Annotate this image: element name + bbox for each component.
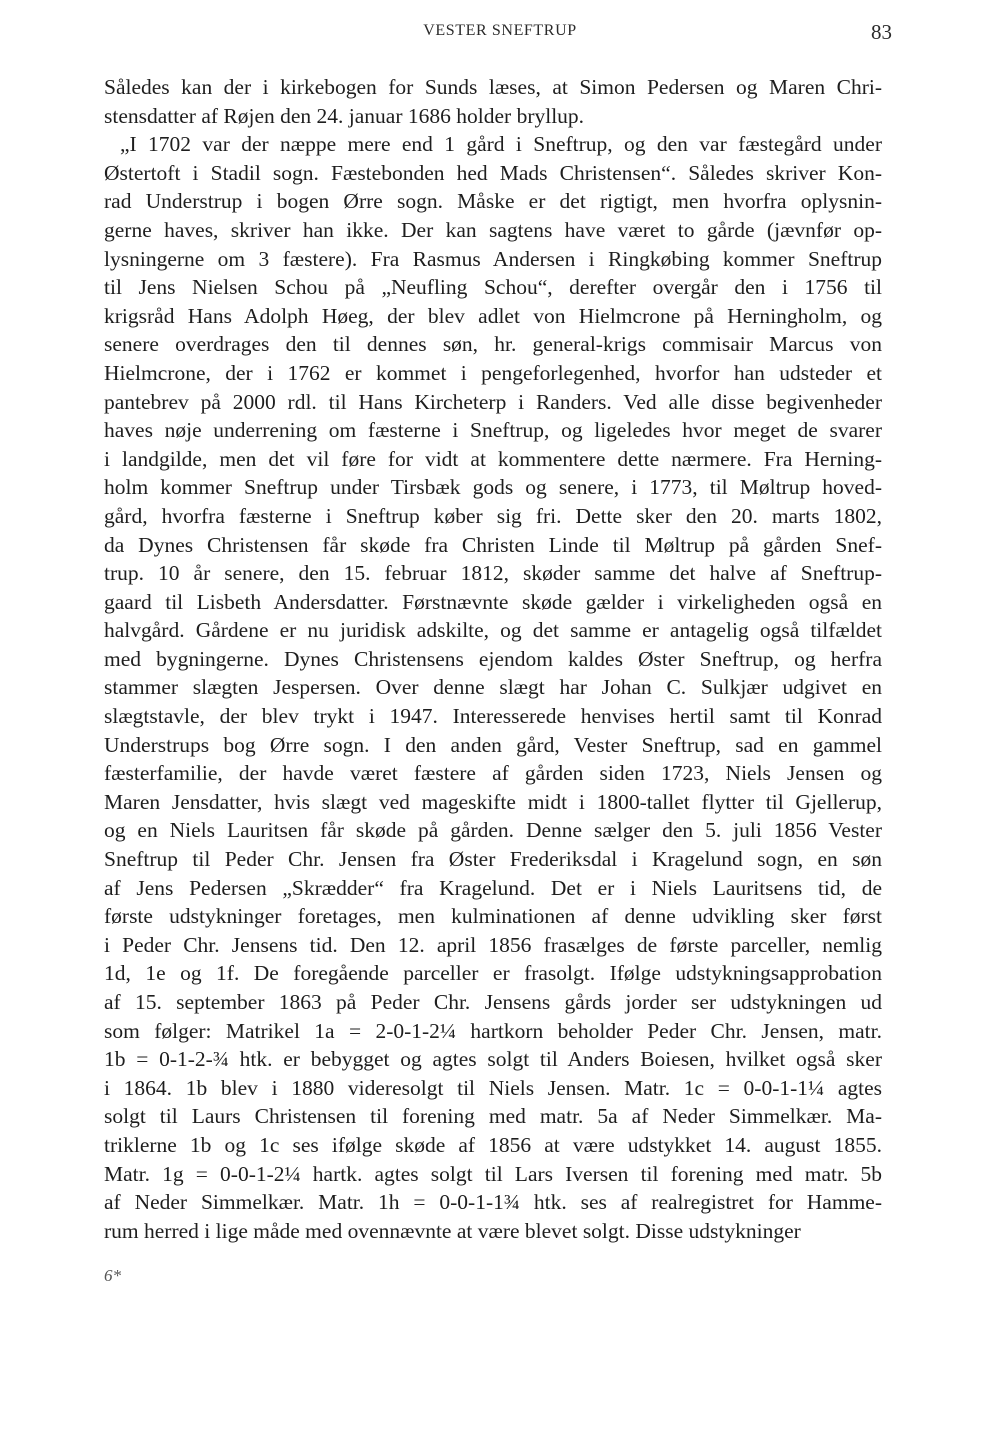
text-line: første udstykninger foretages, men kulminationen af denne udvikling sker først bbox=[104, 904, 882, 929]
text-line: haves nøje underrening om fæsterne i Sneftrup, og ligeledes hvor meget de svarer bbox=[104, 418, 882, 443]
page-number: 83 bbox=[871, 20, 892, 44]
text-line: Hielmcrone, der i 1762 er kommet i pengeforlegenhed, hvorfor han udsteder et bbox=[104, 360, 882, 385]
text-line: som følger: Matrikel 1a = 2-0-1-2¼ hartkorn beholder Peder Chr. Jensen, matr. bbox=[104, 1018, 882, 1043]
text-line: til Jens Nielsen Schou på „Neufling Schou“, derefter overgår den i 1756 til bbox=[104, 275, 882, 300]
text-line: Sneftrup til Peder Chr. Jensen fra Øster Frederiksdal i Kragelund sogn, en søn bbox=[104, 847, 882, 872]
text-line: krigsråd Hans Adolph Høeg, der blev adlet von Hielmcrone på Herningholm, og bbox=[104, 303, 882, 328]
body-text bbox=[104, 73, 882, 1245]
text-line: da Dynes Christensen får skøde fra Christen Linde til Møltrup på gården Snef- bbox=[104, 532, 882, 557]
text-line: Matr. 1g = 0-0-1-2¼ hartk. agtes solgt til Lars Iversen til forening med matr. 5b bbox=[104, 1161, 882, 1186]
text-line: rum herred i lige måde med ovennævnte at være blevet solgt. Disse udstykninger bbox=[104, 1218, 801, 1243]
text-line: triklerne 1b og 1c ses ifølge skøde af 1856 at være udstykket 14. august 1855. bbox=[104, 1132, 882, 1157]
text-line: stensdatter af Røjen den 24. januar 1686 holder bryllup. bbox=[104, 103, 585, 128]
text-line: Således kan der i kirkebogen for Sunds læses, at Simon Pedersen og Maren Chri- bbox=[104, 75, 882, 99]
text-line: trup. 10 år senere, den 15. februar 1812, skøder samme det halve af Sneftrup- bbox=[104, 561, 882, 586]
text-line: holm kommer Sneftrup under Tirsbæk gods og senere, i 1773, til Møltrup hoved- bbox=[104, 475, 882, 500]
text-line: af 15. september 1863 på Peder Chr. Jensens gårds jorder ser udstykningen ud bbox=[104, 990, 882, 1014]
text-line: lysningerne om 3 fæstere). Fra Rasmus Andersen i Ringkøbing kommer Sneftrup bbox=[104, 246, 882, 271]
text-line: halvgård. Gårdene er nu juridisk adskilte, og det samme er antagelig også tilfældet bbox=[104, 618, 882, 643]
text-line: stammer slægten Jespersen. Over denne slægt har Johan C. Sulkjær udgivet en bbox=[104, 675, 882, 700]
text-line: rad Understrup i bogen Ørre sogn. Måske er det rigtigt, men hvorfra oplysnin- bbox=[104, 189, 882, 214]
text-line: gård, hvorfra fæsterne i Sneftrup køber sig fri. Dette sker den 20. marts 1802, bbox=[104, 503, 882, 528]
signature-mark: 6* bbox=[104, 1266, 121, 1285]
text-line: af Jens Pedersen „Skrædder“ fra Kragelund. Det er i Niels Lauritsens tid, de bbox=[104, 875, 882, 900]
text-line: Østertoft i Stadil sogn. Fæstebonden hed Mads Christensen“. Således skriver Kon- bbox=[104, 160, 882, 185]
text-line: „I 1702 var der næppe mere end 1 gård i Sneftrup, og den var fæstegård under bbox=[120, 132, 882, 157]
text-line: gerne haves, skriver han ikke. Der kan sagtens have været to gårde (jævnfør op- bbox=[104, 217, 882, 242]
text-line: solgt til Laurs Christensen til forening med matr. 5a af Neder Simmelkær. Ma- bbox=[104, 1104, 882, 1129]
running-header bbox=[0, 20, 1000, 50]
text-line: af Neder Simmelkær. Matr. 1h = 0-0-1-1¾ htk. ses af realregistret for Hamme- bbox=[104, 1190, 882, 1215]
text-line: 1d, 1e og 1f. De foregående parceller er frasolgt. Ifølge udstykningsapprobation bbox=[104, 961, 882, 986]
text-line: fæsterfamilie, der havde været fæstere af gården siden 1723, Niels Jensen og bbox=[104, 761, 882, 786]
text-line: i landgilde, men det vil føre for vidt at kommentere dette nærmere. Fra Herning- bbox=[104, 446, 882, 471]
running-title: VESTER SNEFTRUP bbox=[423, 22, 577, 39]
text-line: Understrups bog Ørre sogn. I den anden gård, Vester Sneftrup, sad en gammel bbox=[104, 732, 882, 757]
text-line: og en Niels Lauritsen får skøde på gården. Denne sælger den 5. juli 1856 Vester bbox=[104, 818, 882, 843]
text-line: med bygningerne. Dynes Christensens ejendom kaldes Øster Sneftrup, og herfra bbox=[104, 646, 882, 671]
text-line: slægtstavle, der blev trykt i 1947. Interesserede henvises hertil samt til Konrad bbox=[104, 704, 882, 729]
text-line: 1b = 0-1-2-¾ htk. er bebygget og agtes solgt til Anders Boiesen, hvilket også sker bbox=[104, 1047, 882, 1072]
text-line: Maren Jensdatter, hvis slægt ved mageskifte midt i 1800-tallet flytter til Gjellerup, bbox=[104, 789, 882, 814]
text-line: i 1864. 1b blev i 1880 videresolgt til Niels Jensen. Matr. 1c = 0-0-1-1¼ agtes bbox=[104, 1075, 882, 1100]
text-line: gaard til Lisbeth Andersdatter. Førstnævnte skøde gælder i virkeligheden også en bbox=[104, 589, 882, 614]
text-line: i Peder Chr. Jensens tid. Den 12. april 1856 frasælges de første parceller, nemlig bbox=[104, 932, 882, 957]
text-line: senere overdrages den til dennes søn, hr. general-krigs commisair Marcus von bbox=[104, 332, 882, 357]
text-line: pantebrev på 2000 rdl. til Hans Kircheterp i Randers. Ved alle disse begivenheder bbox=[104, 389, 882, 414]
